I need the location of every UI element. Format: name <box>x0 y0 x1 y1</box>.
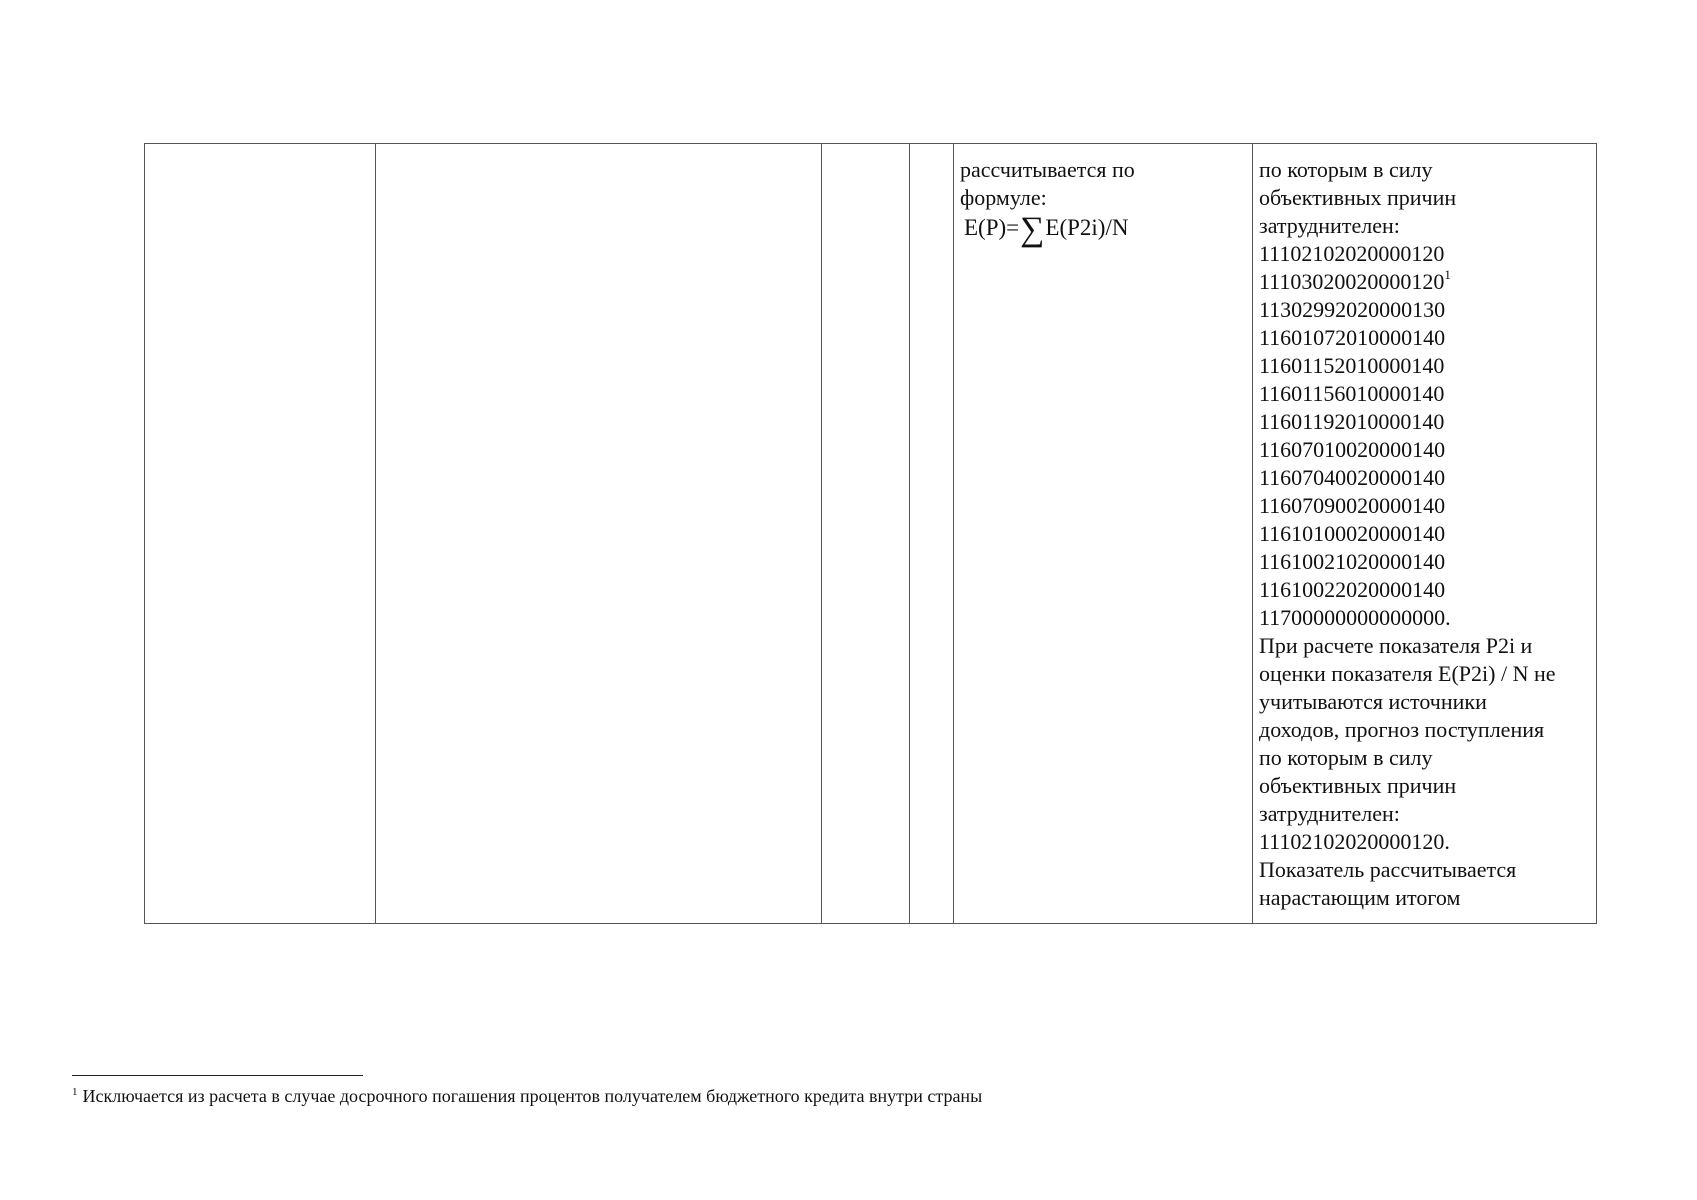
note-line: доходов, прогноз поступления <box>1259 717 1545 742</box>
income-code: 11103020020000120 <box>1259 269 1445 294</box>
formula-text-line: формуле: <box>960 185 1047 210</box>
income-code: 11302992020000130 <box>1259 297 1446 322</box>
formula-left: E(P)= <box>964 215 1020 240</box>
note-line: затруднителен: <box>1259 801 1400 826</box>
income-code: 11607040020000140 <box>1259 465 1446 490</box>
table-cell-1 <box>145 144 376 924</box>
note-line: Показатель рассчитывается <box>1259 857 1517 882</box>
income-code: 11700000000000000. <box>1259 605 1451 630</box>
indicator-table <box>144 143 1597 924</box>
note-line: 11102102020000120. <box>1259 829 1450 854</box>
sigma-symbol: ∑ <box>1020 211 1045 248</box>
footnote-number: 1 <box>72 1086 78 1098</box>
description-cell <box>1253 144 1597 924</box>
income-code: 11607010020000140 <box>1259 437 1446 462</box>
income-code-with-footnote <box>1259 268 1590 296</box>
formula-right: E(P2i)/N <box>1045 215 1129 240</box>
note-line: При расчете показателя P2i и <box>1259 633 1533 658</box>
income-code: 11102102020000120 <box>1259 241 1445 266</box>
income-code: 11601072010000140 <box>1259 325 1446 350</box>
table-cell-3 <box>822 144 910 924</box>
table-row <box>145 144 1597 924</box>
footnote-text: Исключается из расчета в случае досрочного погашения процентов получателем бюджетного кредита внутри страны <box>82 1086 983 1106</box>
footnote-marker[interactable]: 1 <box>1444 267 1451 282</box>
description-line: затруднителен: <box>1259 213 1400 238</box>
footnote-separator <box>72 1075 363 1076</box>
note-line: по которым в силу <box>1259 745 1433 770</box>
formula <box>960 211 1246 248</box>
income-code: 11610022020000140 <box>1259 577 1446 602</box>
note-line: оценки показателя E(P2i) / N не <box>1259 661 1556 686</box>
note-line: нарастающим итогом <box>1259 885 1461 910</box>
income-code: 11601152010000140 <box>1259 353 1445 378</box>
note-line: объективных причин <box>1259 773 1457 798</box>
income-code: 11601156010000140 <box>1259 381 1445 406</box>
formula-cell <box>954 144 1253 924</box>
income-code: 11610021020000140 <box>1259 549 1446 574</box>
income-code: 11601192010000140 <box>1259 409 1445 434</box>
description-line: объективных причин <box>1259 185 1457 210</box>
income-code: 11610100020000140 <box>1259 521 1446 546</box>
income-code: 11607090020000140 <box>1259 493 1446 518</box>
formula-text-line: рассчитывается по <box>960 157 1135 182</box>
description-line: по которым в силу <box>1259 157 1433 182</box>
table-cell-4 <box>910 144 954 924</box>
note-line: учитываются источники <box>1259 689 1487 714</box>
table-cell-2 <box>376 144 822 924</box>
footnote <box>72 1085 982 1107</box>
